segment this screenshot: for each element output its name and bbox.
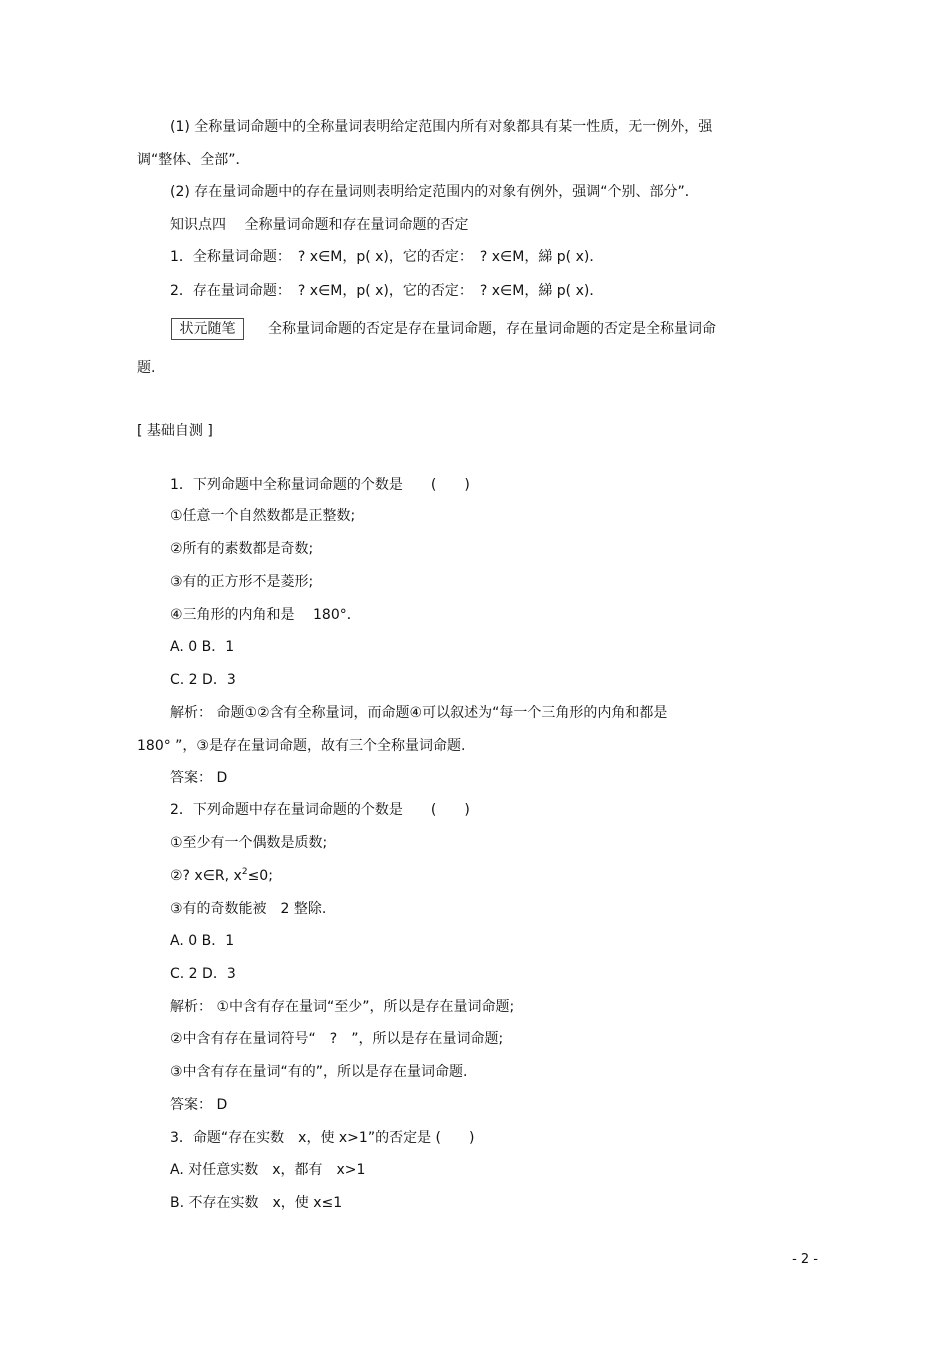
q2-statement-2 — [170, 867, 273, 885]
page-number: - 2 - — [792, 1252, 818, 1267]
q1-answer: 答案： D — [170, 770, 228, 786]
q2-statement-2-rest: ≤0; — [247, 868, 273, 884]
q1-statement-2: ②所有的素数都是奇数; — [170, 541, 314, 557]
q2-stem: 2．下列命题中存在量词命题的个数是 ( ) — [170, 802, 470, 818]
q2-answer: 答案： D — [170, 1097, 228, 1113]
q2-options-ab: A. 0 B．1 — [170, 933, 235, 949]
q3-stem: 3．命题“存在实数 x，使 x>1”的否定是 ( ) — [170, 1130, 475, 1146]
q3-option-b: B. 不存在实数 x，使 x≤1 — [170, 1195, 343, 1211]
q1-analysis-line-1: 解析： 命题①②含有全称量词，而命题④可以叙述为“每一个三角形的内角和都是 — [170, 705, 668, 721]
q1-statement-4: ④三角形的内角和是 180°． — [170, 607, 361, 623]
q2-options-cd: C. 2 D．3 — [170, 966, 236, 982]
section-title: [ 基础自测 ] — [137, 423, 213, 439]
q1-stem: 1．下列命题中全称量词命题的个数是 ( ) — [170, 477, 470, 493]
knowledge-point-4-item-2: 2．存在量词命题： ? x∈M，p( x)，它的否定： ? x∈M，綈 p( x)． — [170, 283, 604, 299]
q2-analysis-line-3: ③中含有存在量词“有的”，所以是存在量词命题. — [170, 1064, 468, 1080]
q1-options-cd: C. 2 D．3 — [170, 672, 236, 688]
q1-options-ab: A. 0 B．1 — [170, 639, 235, 655]
note-text-line-2: 题. — [137, 360, 156, 376]
knowledge-point-4-item-1: 1．全称量词命题： ? x∈M，p( x)，它的否定： ? x∈M，綈 p( x)． — [170, 249, 604, 265]
paragraph-2: (2) 存在量词命题中的存在量词则表明给定范围内的对象有例外，强调“个别、部分”． — [170, 184, 699, 200]
q1-statement-1: ①任意一个自然数都是正整数; — [170, 508, 356, 524]
q2-analysis-line-2: ②中含有存在量词符号“ ? ”，所以是存在量词命题; — [170, 1031, 504, 1047]
note-text-line-1: 全称量词命题的否定是存在量词命题，存在量词命题的否定是全称量词命 — [268, 321, 716, 337]
q1-statement-3: ③有的正方形不是菱形; — [170, 574, 314, 590]
paragraph-1-line-2: 调“整体、全部”． — [137, 152, 250, 168]
q2-statement-1: ①至少有一个偶数是质数; — [170, 835, 328, 851]
q2-statement-2-main: ②? x∈R, x — [170, 868, 242, 884]
note-label-box: 状元随笔 — [171, 318, 244, 340]
q2-statement-2-exponent: 2 — [241, 867, 248, 877]
q2-statement-3: ③有的奇数能被 2 整除. — [170, 901, 327, 917]
q2-analysis-line-1: 解析： ①中含有存在量词“至少”，所以是存在量词命题; — [170, 999, 515, 1015]
knowledge-point-4-title: 知识点四 全称量词命题和存在量词命题的否定 — [170, 217, 469, 233]
q3-option-a: A. 对任意实数 x，都有 x>1 — [170, 1162, 366, 1178]
paragraph-1-line-1: (1) 全称量词命题中的全称量词表明给定范围内所有对象都具有某一性质，无一例外，强 — [170, 119, 713, 135]
q1-analysis-line-2: 180° ”，③是存在量词命题，故有三个全称量词命题. — [137, 738, 466, 754]
